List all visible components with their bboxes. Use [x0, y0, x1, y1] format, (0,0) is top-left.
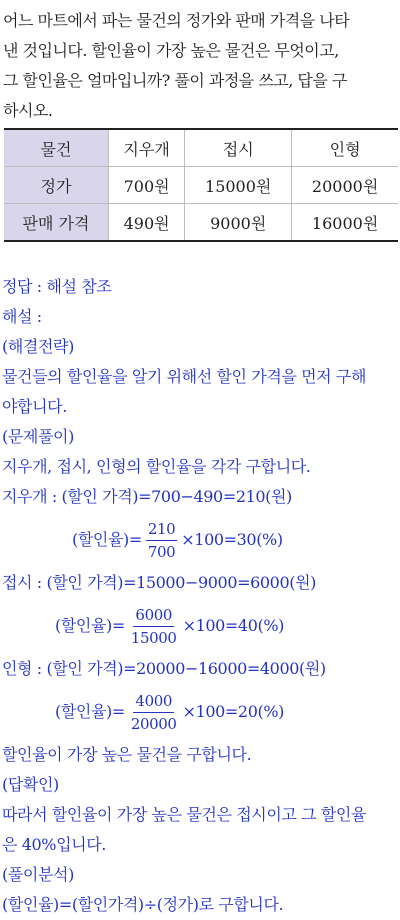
eraser-discount-rate: [2, 512, 398, 568]
question-text: [3, 6, 397, 126]
table-cell: 20000원: [292, 167, 398, 204]
strategy-text: 물건들의 할인율을 알기 위해선 할인 가격을 먼저 구해: [2, 367, 367, 386]
section-heading: (해결전략): [2, 337, 74, 356]
question-line: 어느 마트에서 파는 물건의 정가와 판매 가격을 나타: [3, 11, 350, 30]
table-header-row: [4, 129, 398, 167]
doll-discount-rate: [2, 684, 398, 740]
fraction-denominator: 20000: [130, 714, 177, 733]
fraction-denominator: 700: [147, 542, 176, 561]
question-line: 그 할인율은 얼마입니까? 풀이 과정을 쓰고, 답을 구: [3, 71, 347, 90]
price-table: [4, 128, 398, 242]
answer-line: 정답 : 해설 참조: [2, 277, 112, 296]
table-header-cell: 접시: [185, 129, 292, 167]
find-highest-text: 할인율이 가장 높은 물건을 구합니다.: [2, 745, 252, 764]
answer-section: [2, 272, 398, 920]
table-cell: 16000원: [292, 204, 398, 242]
table-cell: 700원: [109, 167, 185, 204]
fraction-numerator: 6000: [133, 605, 174, 627]
formula-text: (할인율)=(할인가격)÷(정가)로 구합니다.: [2, 895, 284, 914]
rate-result: ×100=20(%): [182, 702, 284, 721]
section-heading: (문제풀이): [2, 427, 74, 446]
question-line: 낸 것입니다. 할인율이 가장 높은 물건은 무엇이고,: [3, 41, 339, 60]
rate-label: (할인율)=: [55, 702, 125, 721]
table-cell: 490원: [109, 204, 185, 242]
fraction-numerator: 210: [146, 519, 177, 541]
eraser-discount-price: 지우개 : (할인 가격)=700−490=210(원): [2, 487, 292, 506]
doll-discount-price: 인형 : (할인 가격)=20000−16000=4000(원): [2, 659, 326, 678]
fraction: [146, 519, 177, 562]
rate-label: (할인율)=: [72, 530, 142, 549]
section-heading: (답확인): [2, 775, 59, 794]
question-line: 하시오.: [3, 101, 53, 120]
table-row: [4, 167, 398, 204]
fraction: [129, 605, 179, 648]
rate-label: (할인율)=: [55, 616, 125, 635]
fraction-denominator: 15000: [130, 628, 177, 647]
table-row-label: 정가: [4, 167, 109, 204]
explanation-label: 해설 :: [2, 307, 42, 326]
strategy-text: 야합니다.: [2, 397, 67, 416]
table-row-label: 판매 가격: [4, 204, 109, 242]
table-header-cell: 인형: [292, 129, 398, 167]
rate-result: ×100=40(%): [182, 616, 284, 635]
conclusion-text: 은 40%입니다.: [2, 835, 106, 854]
fraction: [129, 691, 179, 734]
conclusion-text: 따라서 할인율이 가장 높은 물건은 접시이고 그 할인율: [2, 805, 367, 824]
table-header-cell: 물건: [4, 129, 109, 167]
section-heading: (풀이분석): [2, 865, 74, 884]
table-cell: 15000원: [185, 167, 292, 204]
fraction-numerator: 4000: [133, 691, 174, 713]
rate-result: ×100=30(%): [181, 530, 283, 549]
plate-discount-price: 접시 : (할인 가격)=15000−9000=6000(원): [2, 573, 316, 592]
table-cell: 9000원: [185, 204, 292, 242]
table-header-cell: 지우개: [109, 129, 185, 167]
table-row: [4, 204, 398, 242]
plate-discount-rate: [2, 598, 398, 654]
solve-intro: 지우개, 접시, 인형의 할인율을 각각 구합니다.: [2, 457, 311, 476]
